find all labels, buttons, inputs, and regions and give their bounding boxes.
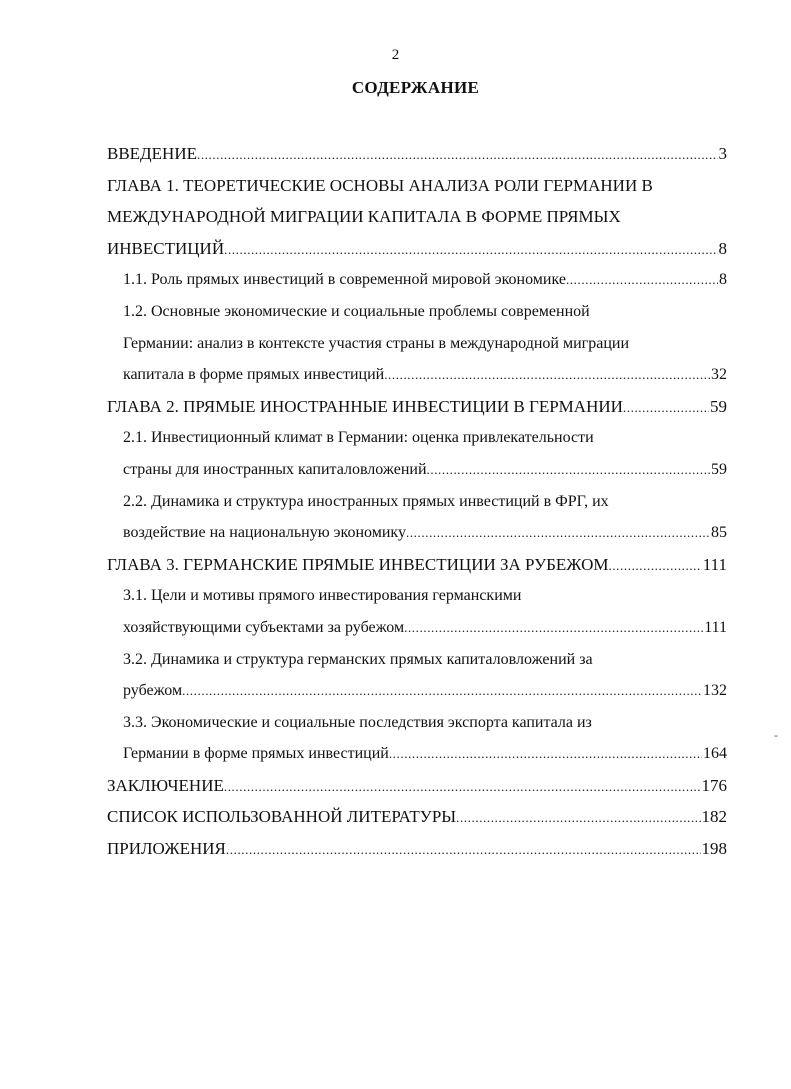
dot-leader	[427, 454, 711, 486]
toc-entry-final-line	[107, 770, 727, 802]
toc-page-number: 132	[703, 682, 727, 700]
toc-page-number: 3	[718, 144, 727, 163]
toc-entry-final-line	[107, 517, 727, 549]
scan-artifact-mark: -	[774, 728, 778, 742]
toc-page-number: 176	[701, 775, 727, 795]
dot-leader	[197, 139, 718, 170]
toc-page-number: 59	[710, 396, 727, 416]
toc-page-number: 32	[711, 366, 727, 384]
toc-entry-final-line	[107, 801, 727, 833]
toc-page-number: 182	[701, 807, 727, 827]
toc-entry[interactable]	[107, 770, 727, 802]
toc-entry[interactable]	[107, 296, 727, 391]
dot-leader	[608, 550, 701, 581]
page-number: 2	[391, 47, 400, 63]
dot-leader	[384, 359, 710, 391]
toc-entry-text-line: 3.3. Экономические и социальные последствия экспорта капитала из	[123, 713, 592, 731]
toc-entry-text-line: 2.2. Динамика и структура иностранных прямых инвестиций в ФРГ, их	[123, 492, 609, 510]
toc-entry-text-line: Германии: анализ в контексте участия страны в международной миграции	[123, 334, 630, 352]
toc-page-number: 59	[711, 460, 727, 478]
toc-entry[interactable]	[107, 170, 727, 265]
toc-entry-text-line: 2.1. Инвестиционный климат в Германии: оценка привлекательности	[123, 429, 594, 447]
dot-leader	[623, 392, 709, 423]
toc-entry-text-line: ГЛАВА 1. ТЕОРЕТИЧЕСКИЕ ОСНОВЫ АНАЛИЗА РОЛИ ГЕРМАНИИ В	[107, 175, 653, 195]
dot-leader	[456, 802, 700, 833]
toc-entry[interactable]	[107, 580, 727, 643]
toc-entry-final-line	[107, 138, 727, 170]
toc-entry-title: капитала в форме прямых инвестиций	[123, 366, 385, 384]
toc-page-number: 111	[704, 618, 727, 636]
toc-entry[interactable]	[107, 644, 727, 707]
toc-page-number: 164	[703, 745, 727, 763]
toc-entry-final-line	[107, 833, 727, 865]
toc-entry-final-line	[107, 359, 727, 391]
toc-entry-title: СПИСОК ИСПОЛЬЗОВАННОЙ ЛИТЕРАТУРЫ	[107, 807, 457, 827]
toc-entry[interactable]	[107, 486, 727, 549]
toc-entry[interactable]	[107, 264, 727, 296]
dot-leader	[389, 738, 702, 770]
toc-entry-title: ЗАКЛЮЧЕНИЕ	[107, 775, 224, 795]
toc-entry[interactable]	[107, 138, 727, 170]
toc-entry-title: ГЛАВА 2. ПРЯМЫЕ ИНОСТРАННЫЕ ИНВЕСТИЦИИ В ГЕРМАНИИ	[107, 396, 623, 416]
toc-entry[interactable]	[107, 801, 727, 833]
toc-page-number: 8	[718, 238, 727, 258]
toc-entry-title: ПРИЛОЖЕНИЯ	[107, 839, 226, 859]
toc-entry-title: рубежом	[123, 682, 183, 700]
toc-entry-text-line: МЕЖДУНАРОДНОЙ МИГРАЦИИ КАПИТАЛА В ФОРМЕ ПРЯМЫХ	[107, 207, 621, 227]
dot-leader	[404, 612, 703, 644]
toc-entry-title: хозяйствующими субъектами за рубежом	[123, 618, 405, 636]
toc-entry-title: воздействие на национальную экономику	[123, 524, 406, 542]
toc-entry-final-line	[107, 391, 727, 423]
dot-leader	[566, 264, 718, 296]
toc-entry-final-line	[107, 612, 727, 644]
toc-entry-title: страны для иностранных капиталовложений	[123, 460, 427, 478]
toc-entry-text-line: 3.1. Цели и мотивы прямого инвестирования германскими	[123, 587, 522, 605]
toc-page-number: 198	[701, 839, 727, 859]
dot-leader	[224, 771, 701, 802]
toc-entry[interactable]	[107, 391, 727, 423]
toc-entry[interactable]	[107, 833, 727, 865]
toc-page-number: 111	[702, 554, 727, 574]
toc-entry-text-line: 1.2. Основные экономические и социальные проблемы современной	[123, 302, 590, 320]
toc-page-number: 85	[711, 524, 727, 542]
toc-entry[interactable]	[107, 422, 727, 485]
toc-entry-title: ГЛАВА 3. ГЕРМАНСКИЕ ПРЯМЫЕ ИНВЕСТИЦИИ ЗА РУБЕЖОМ	[107, 554, 609, 574]
toc-page-number: 8	[719, 271, 727, 289]
toc-entry-title: 1.1. Роль прямых инвестиций в современной мировой экономике	[123, 271, 566, 289]
dot-leader	[182, 675, 702, 707]
toc-entry-final-line	[107, 549, 727, 581]
dot-leader	[406, 517, 710, 549]
toc-entry-final-line	[107, 454, 727, 486]
toc-entry[interactable]	[107, 549, 727, 581]
table-of-contents	[107, 138, 727, 865]
page-title: СОДЕРЖАНИЕ	[351, 78, 480, 97]
toc-entry-final-line	[107, 738, 727, 770]
toc-entry-final-line	[107, 233, 727, 265]
toc-entry-text-line: 3.2. Динамика и структура германских прямых капиталовложений за	[123, 650, 593, 668]
toc-entry-final-line	[107, 264, 727, 296]
toc-entry-title: Германии в форме прямых инвестиций	[123, 745, 389, 763]
dot-leader	[224, 234, 717, 265]
toc-entry-title: ИНВЕСТИЦИЙ	[107, 238, 225, 258]
toc-entry[interactable]	[107, 707, 727, 770]
toc-entry-title: ВВЕДЕНИЕ	[107, 144, 197, 163]
toc-entry-final-line	[107, 675, 727, 707]
dot-leader	[226, 834, 701, 865]
